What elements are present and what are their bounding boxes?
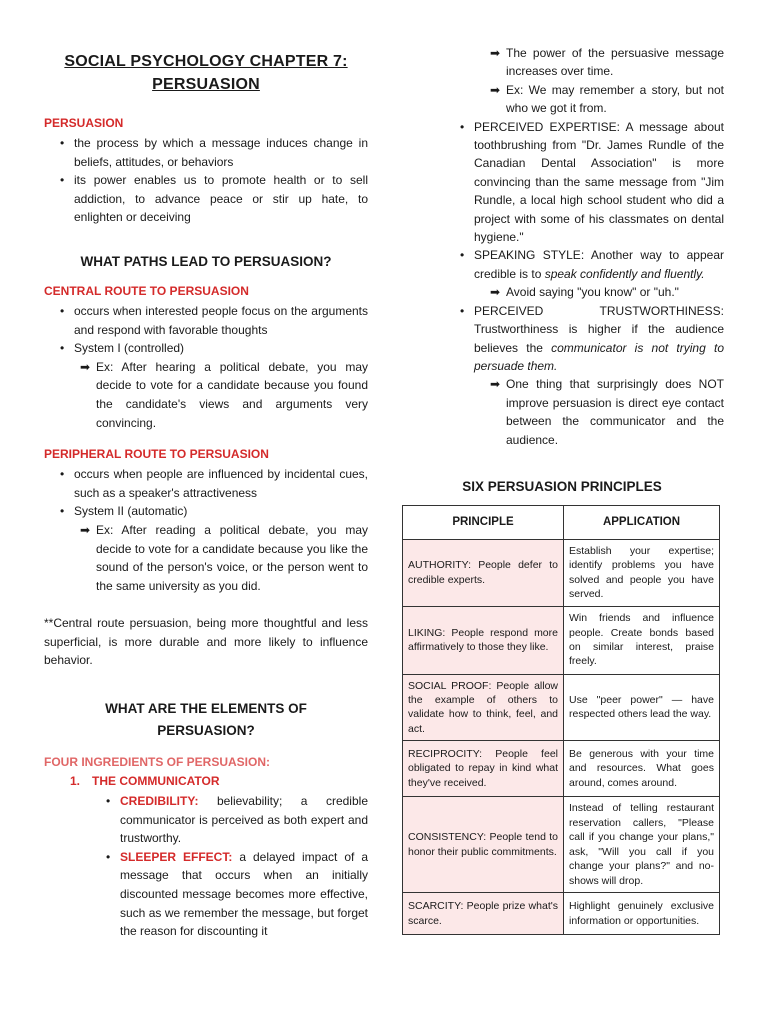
title-line-2: PERSUASION xyxy=(152,76,260,93)
application-cell: Establish your expertise; identify problems you have solved and people you have served. xyxy=(564,539,720,606)
central-example-text: Ex: After hearing a political debate, you may decide to vote for a candidate because you found the candidate's views and arguments very convincing. xyxy=(96,359,368,430)
right-arrow-icon: ➡ xyxy=(490,377,501,392)
principle-cell: AUTHORITY: People defer to credible experts. xyxy=(403,539,564,606)
peripheral-example xyxy=(44,521,368,595)
table-row xyxy=(403,674,720,741)
document-title xyxy=(44,50,368,96)
table-row xyxy=(403,606,720,674)
trustworthiness-emphasis: communicator is not trying to persuade them. xyxy=(474,340,724,373)
perceived-trustworthiness xyxy=(458,302,724,376)
sleeper-effect-item xyxy=(44,848,368,941)
right-arrow-icon: ➡ xyxy=(80,359,91,374)
principle-cell: CONSISTENCY: People tend to honor their public commitments. xyxy=(403,797,564,893)
central-route-note: **Central route persuasion, being more thoughtful and less superficial, is more durable and more likely to influence behavior. xyxy=(44,616,368,668)
peripheral-bullet-2: • System II (automatic) xyxy=(44,502,368,521)
central-example xyxy=(44,358,368,432)
table-row xyxy=(403,893,720,935)
principle-cell: SOCIAL PROOF: People allow the example of others to validate how to think, feel, and act. xyxy=(403,674,564,741)
central-route-heading: CENTRAL ROUTE TO PERSUASION xyxy=(44,283,249,298)
right-arrow-icon: ➡ xyxy=(490,285,501,300)
sleeper-arrow-1-text: The power of the persuasive message increases over time. xyxy=(506,46,724,79)
principle-cell: SCARCITY: People prize what's scarce. xyxy=(403,893,564,935)
credibility-text: believability; a credible communicator is perceived as both expert and trustworthy. xyxy=(120,794,368,846)
trustworthiness-text: PERCEIVED TRUSTWORTHINESS: Trustworthiness is higher if the audience believes the xyxy=(474,303,724,355)
elements-heading xyxy=(44,698,368,742)
application-cell: Win friends and influence people. Create bonds based on similar interest, praise freely. xyxy=(564,606,720,674)
speaking-style-arrow-text: Avoid saying "you know" or "uh." xyxy=(506,285,679,300)
communicator-number: 1. xyxy=(70,774,81,789)
speaking-style-arrow xyxy=(400,283,724,301)
sleeper-effect-text: a delayed impact of a message that occurs when an initially discounted message becomes more effective, such as we remember the message, but forget the reason for discounting it xyxy=(120,849,369,939)
right-arrow-icon: ➡ xyxy=(490,46,501,60)
application-cell: Instead of telling restaurant reservation callers, "Please call if you change your plans," ask, "Will you call if you change your plans?" and no-shows will drop. xyxy=(564,797,720,893)
application-cell: Highlight genuinely exclusive information or opportunities. xyxy=(564,893,720,935)
left-column xyxy=(44,0,368,941)
speaking-style xyxy=(458,246,724,283)
principle-cell: LIKING: People respond more affirmatively to those they like. xyxy=(403,606,564,674)
central-bullet-1: • occurs when interested people focus on the arguments and respond with favorable thoughts xyxy=(44,302,368,339)
right-arrow-icon: ➡ xyxy=(490,82,501,97)
table-row xyxy=(403,741,720,797)
central-bullet-2: • System I (controlled) xyxy=(44,339,368,358)
persuasion-heading: PERSUASION xyxy=(44,116,124,130)
communicator-label: THE COMMUNICATOR xyxy=(92,774,220,789)
perceived-expertise: • PERCEIVED EXPERTISE: A message about toothbrushing from "Dr. James Rundle of the Canadian Dental Association" is more convincing than the same message from "Jim Rundle, a local high school student who did a project with some of his classmates on dental hygiene." xyxy=(458,118,724,247)
application-cell: Be generous with your time and resources. What goes around, comes around. xyxy=(564,741,720,797)
communicator-heading xyxy=(44,773,368,789)
peripheral-bullet-1: • occurs when people are influenced by incidental cues, such as a speaker's attractiveness xyxy=(44,465,368,502)
table-row xyxy=(403,797,720,893)
persuasion-bullet-1: • the process by which a message induces change in beliefs, attitudes, or behaviors xyxy=(44,134,368,171)
sleeper-arrow-2 xyxy=(400,81,724,118)
application-column-header: APPLICATION xyxy=(564,505,720,539)
table-row xyxy=(403,539,720,606)
sleeper-arrow-2-text: Ex: We may remember a story, but not who we got it from. xyxy=(506,82,724,116)
credibility-item xyxy=(44,792,368,848)
right-arrow-icon: ➡ xyxy=(80,522,91,537)
sleeper-effect-term: SLEEPER EFFECT: xyxy=(120,849,233,864)
sleeper-arrow-1 xyxy=(400,44,724,81)
application-cell: Use "peer power" — have respected others lead the way. xyxy=(564,674,720,741)
table-header-row xyxy=(403,505,720,539)
trustworthiness-arrow xyxy=(400,375,724,449)
persuasion-principles-table xyxy=(402,505,720,935)
principle-cell: RECIPROCITY: People feel obligated to repay in kind what they've received. xyxy=(403,741,564,797)
trustworthiness-arrow-text: One thing that surprisingly does NOT improve persuasion is direct eye contact between the communicator and the audience. xyxy=(506,377,724,447)
four-ingredients-heading: FOUR INGREDIENTS OF PERSUASION: xyxy=(44,755,271,770)
title-line-1: SOCIAL PSYCHOLOGY CHAPTER 7: xyxy=(64,53,348,70)
peripheral-route-heading: PERIPHERAL ROUTE TO PERSUASION xyxy=(44,447,269,462)
right-column xyxy=(400,44,724,935)
speaking-style-text: SPEAKING STYLE: Another way to appear credible is to xyxy=(474,248,724,281)
speaking-style-emphasis: speak confidently and fluently. xyxy=(544,266,705,281)
principle-column-header: PRINCIPLE xyxy=(403,505,564,539)
paths-heading: WHAT PATHS LEAD TO PERSUASION? xyxy=(80,253,332,269)
elements-heading-line-1: WHAT ARE THE ELEMENTS OF xyxy=(105,701,307,717)
peripheral-example-text: Ex: After reading a political debate, you may decide to vote for a candidate because you like the sound of the person's voice, or the person went to the same university as you did. xyxy=(96,522,368,593)
persuasion-bullet-2: • its power enables us to promote health or to sell addiction, to advance peace or stir up hate, to enlighten or deceiving xyxy=(44,171,368,227)
table-title: SIX PERSUASION PRINCIPLES xyxy=(462,478,662,494)
elements-heading-line-2: PERSUASION? xyxy=(157,723,255,739)
credibility-term: CREDIBILITY: xyxy=(120,794,199,809)
